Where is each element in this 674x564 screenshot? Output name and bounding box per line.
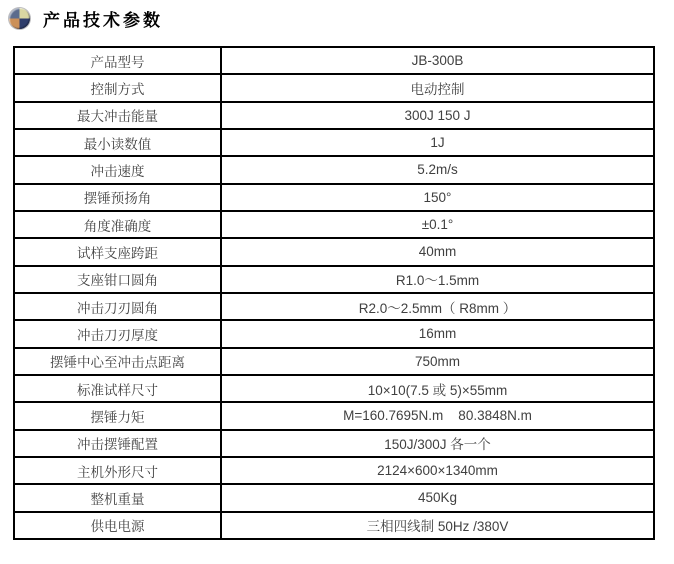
table-row: [14, 348, 654, 375]
param-label: 冲击刀刃圆角: [14, 293, 221, 320]
spec-table: [13, 46, 655, 540]
table-row: [14, 266, 654, 293]
param-label: 产品型号: [14, 47, 221, 74]
table-row: [14, 238, 654, 265]
table-row: [14, 102, 654, 129]
page-title: 产品技术参数: [43, 10, 163, 30]
table-row: [14, 156, 654, 183]
param-value: 150°: [221, 184, 654, 211]
param-value: JB-300B: [221, 47, 654, 74]
param-value: 2124×600×1340mm: [221, 457, 654, 484]
param-value: 1J: [221, 129, 654, 156]
param-label: 支座钳口圆角: [14, 266, 221, 293]
param-label: 摆锤预扬角: [14, 184, 221, 211]
param-value: 三相四线制 50Hz /380V: [221, 512, 654, 539]
param-value: ±0.1°: [221, 211, 654, 238]
param-value: 10×10(7.5 或 5)×55mm: [221, 375, 654, 402]
table-row: [14, 211, 654, 238]
param-label: 角度准确度: [14, 211, 221, 238]
param-value: 300J 150 J: [221, 102, 654, 129]
param-label: 主机外形尺寸: [14, 457, 221, 484]
table-row: [14, 74, 654, 101]
param-value: R2.0～2.5mm（ R8mm ）: [221, 293, 654, 320]
table-row: [14, 430, 654, 457]
param-value: R1.0～1.5mm: [221, 266, 654, 293]
table-row: [14, 129, 654, 156]
table-row: [14, 47, 654, 74]
table-row: [14, 512, 654, 539]
param-label: 冲击摆锤配置: [14, 430, 221, 457]
param-label: 冲击速度: [14, 156, 221, 183]
table-row: [14, 484, 654, 511]
param-value: 电动控制: [221, 74, 654, 101]
param-label: 冲击刀刃厚度: [14, 320, 221, 347]
param-label: 标准试样尺寸: [14, 375, 221, 402]
table-row: [14, 402, 654, 429]
param-value: 450Kg: [221, 484, 654, 511]
table-row: [14, 184, 654, 211]
section-header: [9, 5, 163, 31]
param-value: M=160.7695N.m 80.3848N.m: [221, 402, 654, 429]
param-label: 最小读数值: [14, 129, 221, 156]
table-row: [14, 320, 654, 347]
param-label: 控制方式: [14, 74, 221, 101]
table-row: [14, 457, 654, 484]
param-value: 150J/300J 各一个: [221, 430, 654, 457]
param-label: 整机重量: [14, 484, 221, 511]
param-value: 16mm: [221, 320, 654, 347]
param-value: 750mm: [221, 348, 654, 375]
table-row: [14, 375, 654, 402]
param-label: 摆锤中心至冲击点距离: [14, 348, 221, 375]
param-label: 试样支座跨距: [14, 238, 221, 265]
spec-table-body: [14, 47, 654, 539]
table-row: [14, 293, 654, 320]
param-label: 供电电源: [14, 512, 221, 539]
param-value: 5.2m/s: [221, 156, 654, 183]
param-label: 摆锤力矩: [14, 402, 221, 429]
pie-chart-icon: [9, 8, 30, 29]
param-label: 最大冲击能量: [14, 102, 221, 129]
param-value: 40mm: [221, 238, 654, 265]
